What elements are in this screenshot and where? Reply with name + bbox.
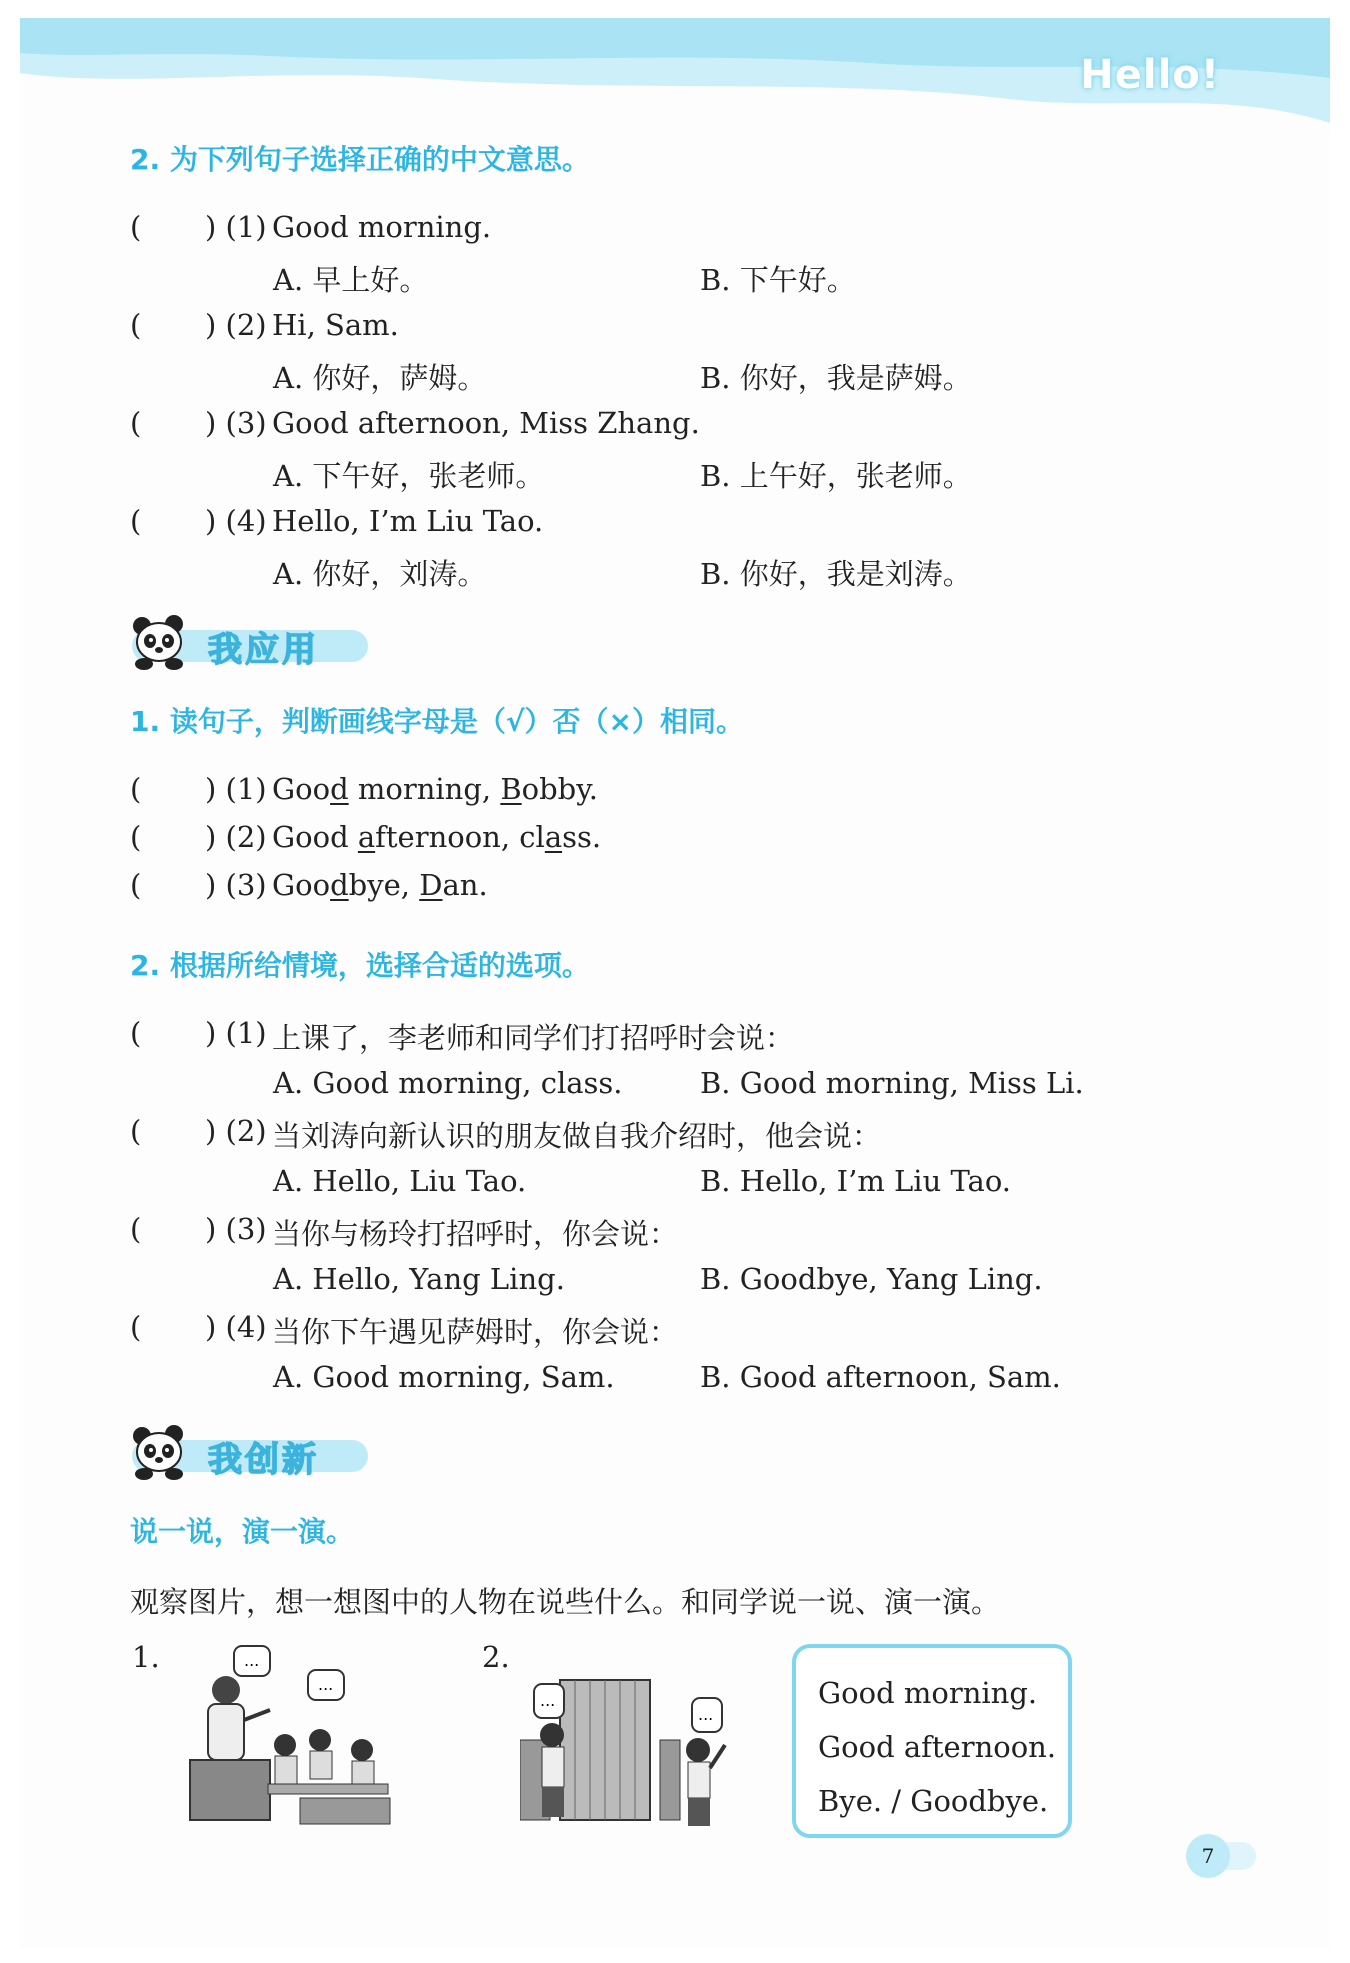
option-b: B. Hello, I’m Liu Tao. <box>700 1164 1012 1198</box>
underlined-letter: a <box>357 820 376 854</box>
question-number: ) (2) <box>205 308 267 342</box>
underlined-letter: D <box>419 868 443 902</box>
option-a: A. Good morning, Sam. <box>273 1360 615 1394</box>
question-text: Good morning. <box>272 210 492 244</box>
option-b: B. 你好，我是萨姆。 <box>700 361 972 395</box>
option-b: B. Good morning, Miss Li. <box>700 1066 1084 1100</box>
instruction-text: 观察图片，想一想图中的人物在说些什么。和同学说一说、演一演。 <box>130 1585 1001 1619</box>
word-bank-item: Good morning. <box>818 1676 1038 1710</box>
question-text: Good afternoon, Miss Zhang. <box>272 406 700 440</box>
answer-paren[interactable]: ( <box>130 772 142 806</box>
underlined-letter: d <box>330 868 349 902</box>
question-number: ) (1) <box>205 772 267 806</box>
brand-hello: Hello! <box>1080 52 1220 98</box>
judge-sentence: Goodbye, Dan. <box>272 868 488 902</box>
word-bank-item: Bye. / Goodbye. <box>818 1784 1049 1818</box>
answer-paren[interactable]: ( <box>130 820 142 854</box>
panda-icon <box>128 1422 192 1482</box>
section-heading: 1. 读句子，判断画线字母是（√）否（×）相同。 <box>130 705 745 738</box>
answer-paren[interactable]: ( <box>130 868 142 902</box>
option-b: B. 上午好，张老师。 <box>700 459 972 493</box>
bubble-text: ... <box>540 1691 556 1710</box>
question-number: ) (4) <box>205 504 267 538</box>
picture-number: 1. <box>132 1640 160 1674</box>
answer-paren[interactable]: ( <box>130 504 142 538</box>
page-number: 7 <box>1186 1834 1230 1878</box>
panda-icon <box>128 612 192 672</box>
section-heading: 说一说，演一演。 <box>130 1515 355 1548</box>
underlined-letter: a <box>544 820 563 854</box>
option-a: A. 你好，刘涛。 <box>273 557 487 591</box>
option-b: B. 下午好。 <box>700 263 856 297</box>
question-text: Hello, I’m Liu Tao. <box>272 504 544 538</box>
option-a: A. 下午好，张老师。 <box>273 459 545 493</box>
answer-paren[interactable]: ( <box>130 406 142 440</box>
option-a: A. Hello, Liu Tao. <box>273 1164 527 1198</box>
answer-paren[interactable]: ( <box>130 1016 142 1050</box>
section-heading: 2. 为下列句子选择正确的中文意思。 <box>130 143 590 176</box>
answer-paren[interactable]: ( <box>130 210 142 244</box>
situation-text: 上课了，李老师和同学们打招呼时会说： <box>272 1021 795 1055</box>
question-text: Hi, Sam. <box>272 308 399 342</box>
bubble-text: ... <box>244 1651 260 1670</box>
situation-text: 当你下午遇见萨姆时，你会说： <box>272 1315 679 1349</box>
picture-number: 2. <box>482 1640 510 1674</box>
answer-paren[interactable]: ( <box>130 308 142 342</box>
situation-text: 当刘涛向新认识的朋友做自我介绍时，他会说： <box>272 1119 882 1153</box>
answer-paren[interactable]: ( <box>130 1212 142 1246</box>
question-number: ) (2) <box>205 1114 267 1148</box>
bubble-text: ... <box>318 1675 334 1694</box>
judge-sentence: Good afternoon, class. <box>272 820 602 854</box>
answer-paren[interactable]: ( <box>130 1114 142 1148</box>
banner-title: 我应用 <box>208 630 319 670</box>
underlined-letter: B <box>500 772 522 806</box>
underlined-letter: d <box>330 772 349 806</box>
classroom-illustration <box>180 1640 400 1830</box>
question-number: ) (3) <box>205 868 267 902</box>
option-a: A. 你好，萨姆。 <box>273 361 487 395</box>
section-banner-create <box>128 1430 368 1480</box>
question-number: ) (2) <box>205 820 267 854</box>
option-a: A. Good morning, class. <box>273 1066 623 1100</box>
option-b: B. Goodbye, Yang Ling. <box>700 1262 1043 1296</box>
word-bank-item: Good afternoon. <box>818 1730 1057 1764</box>
question-number: ) (1) <box>205 1016 267 1050</box>
question-number: ) (4) <box>205 1310 267 1344</box>
judge-sentence: Good morning, Bobby. <box>272 772 598 806</box>
question-number: ) (3) <box>205 1212 267 1246</box>
school-gate-illustration <box>520 1640 740 1835</box>
option-b: B. Good afternoon, Sam. <box>700 1360 1061 1394</box>
option-a: A. 早上好。 <box>273 263 429 297</box>
word-bank-box <box>792 1644 1072 1838</box>
situation-text: 当你与杨玲打招呼时，你会说： <box>272 1217 679 1251</box>
section-heading: 2. 根据所给情境，选择合适的选项。 <box>130 949 590 982</box>
banner-title: 我创新 <box>208 1440 319 1480</box>
question-number: ) (3) <box>205 406 267 440</box>
bubble-text: ... <box>698 1705 714 1724</box>
question-number: ) (1) <box>205 210 267 244</box>
answer-paren[interactable]: ( <box>130 1310 142 1344</box>
option-b: B. 你好，我是刘涛。 <box>700 557 972 591</box>
section-banner-apply <box>128 620 368 670</box>
option-a: A. Hello, Yang Ling. <box>273 1262 565 1296</box>
